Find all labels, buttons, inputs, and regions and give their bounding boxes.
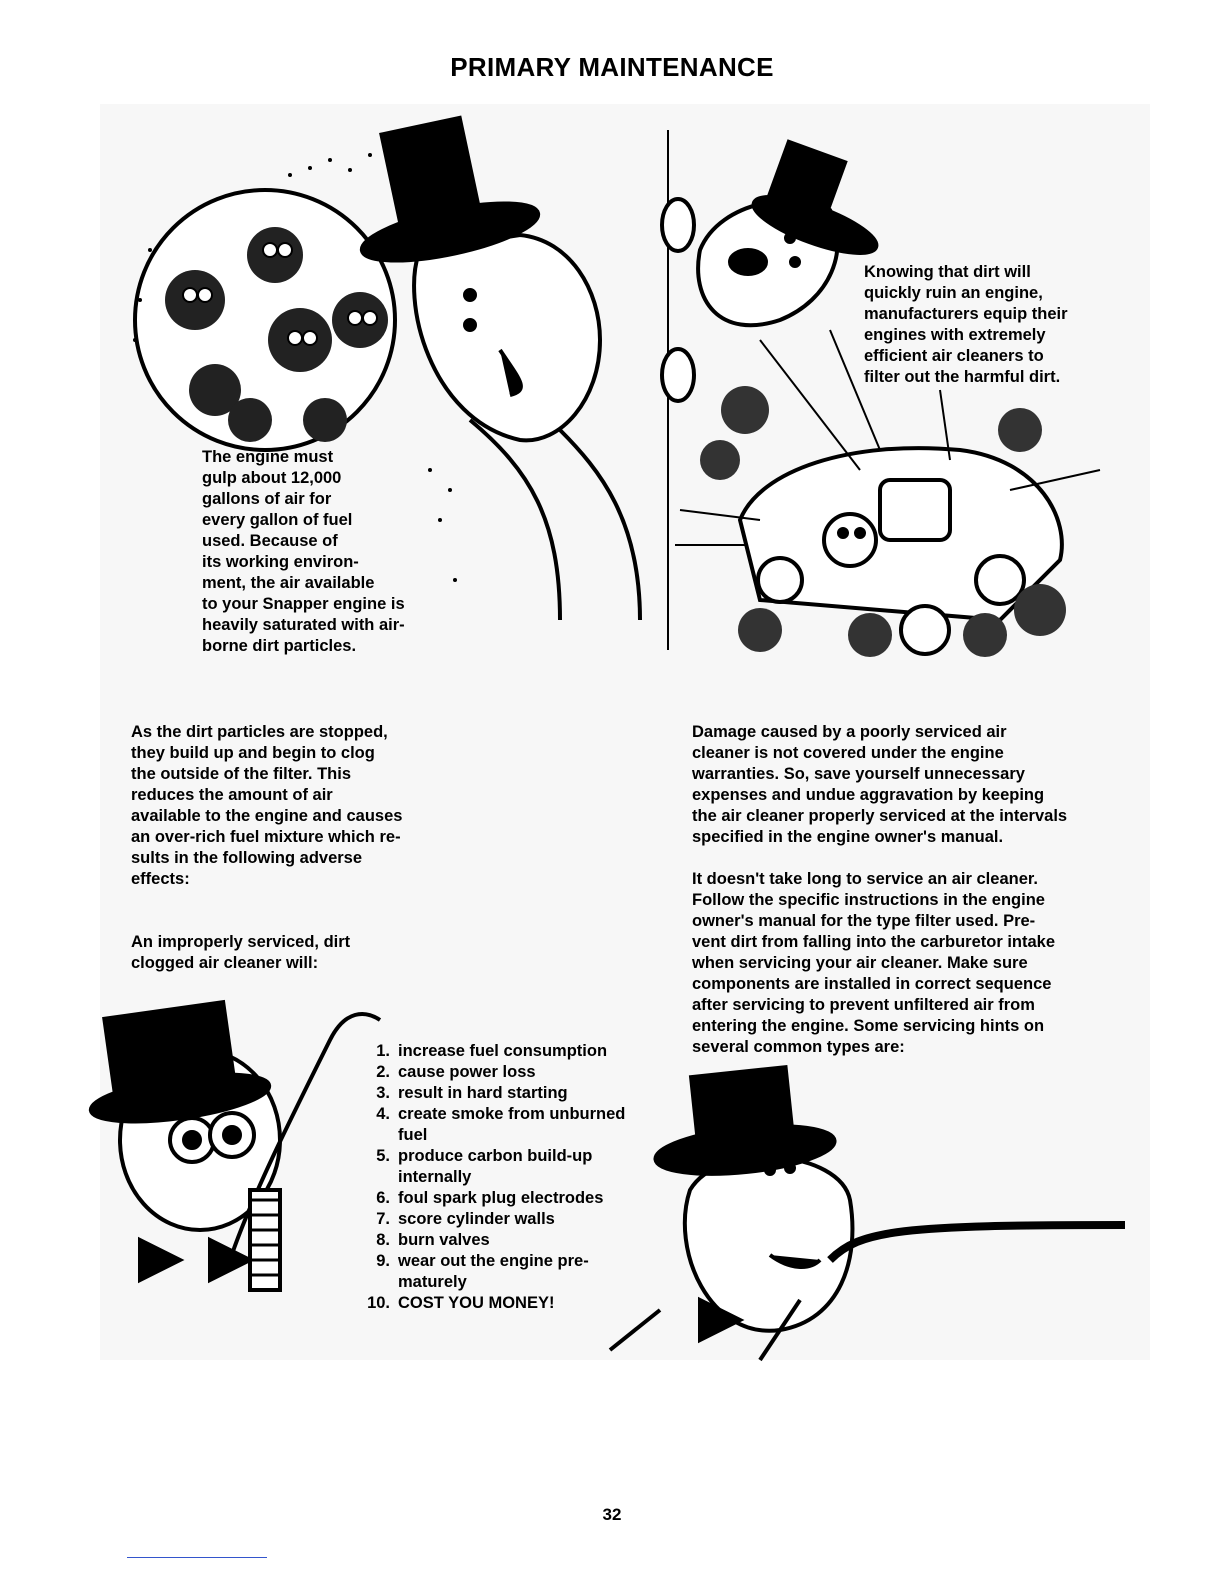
effect-number: 1. [376,1042,390,1060]
text-line: entering the engine. Some servicing hints on [692,1017,1045,1035]
text-line: filter out the harmful dirt. [864,368,1061,386]
effect-text [398,1104,676,1146]
right-paragraph-2 [692,869,1162,1058]
text-line: quickly ruin an engine, [864,284,1043,302]
effect-list-item [356,1293,676,1314]
text-line: the air cleaner properly serviced at the intervals [692,807,1068,825]
effect-number: 7. [376,1210,390,1228]
effect-number: 5. [376,1147,390,1165]
effect-text [398,1083,676,1104]
effect-number: 3. [376,1084,390,1102]
text-line: gallons of air for [202,490,332,508]
effect-text-line: result in hard starting [398,1084,568,1102]
effect-text-line: foul spark plug electrodes [398,1189,604,1207]
text-line: It doesn't take long to service an air cleaner. [692,870,1038,888]
text-line: specified in the engine owner's manual. [692,828,1004,846]
effect-text-line: fuel [398,1126,428,1144]
text-line: Damage caused by a poorly serviced air [692,723,1007,741]
text-line: An improperly serviced, dirt [131,933,351,951]
effect-list-item [356,1209,676,1230]
effect-text [398,1062,676,1083]
text-line: every gallon of fuel [202,511,353,529]
adverse-effects-list [356,1041,676,1314]
text-line: engines with extremely [864,326,1046,344]
text-line: components are installed in correct sequence [692,975,1052,993]
text-line: several common types are: [692,1038,905,1056]
text-line: cleaner is not covered under the engine [692,744,1004,762]
effect-text-line: burn valves [398,1231,490,1249]
intro-right-text [864,262,1154,388]
text-line: available to the engine and causes [131,807,403,825]
text-line: The engine must [202,448,334,466]
text-line: after servicing to prevent unfiltered air from [692,996,1035,1014]
effect-list-item [356,1188,676,1209]
text-line: effects: [131,870,190,888]
page-number: 32 [602,1505,622,1524]
effect-list-item [356,1062,676,1083]
effect-text-line: internally [398,1168,472,1186]
text-line: manufacturers equip their [864,305,1068,323]
text-line: owner's manual for the type filter used. Pre- [692,912,1036,930]
effect-list-item [356,1083,676,1104]
intro-left-text [202,447,462,657]
effect-text-line: maturely [398,1273,467,1291]
effect-list-item [356,1104,676,1146]
effect-text-line: produce carbon build-up [398,1147,593,1165]
text-line: heavily saturated with air- [202,616,405,634]
effect-text-line: cause power loss [398,1063,536,1081]
text-line: borne dirt particles. [202,637,357,655]
effect-text-line: score cylinder walls [398,1210,555,1228]
effect-list-item [356,1230,676,1251]
effect-text [398,1209,676,1230]
text-line: reduces the amount of air [131,786,333,804]
effect-list-item [356,1251,676,1293]
left-paragraph [131,722,531,890]
text-line: Knowing that dirt will [864,263,1031,281]
text-line: Follow the specific instructions in the engine [692,891,1045,909]
effect-number: 9. [376,1252,390,1270]
effect-number: 10. [367,1294,390,1312]
effect-text [398,1146,676,1188]
text-line: expenses and undue aggravation by keeping [692,786,1045,804]
right-paragraph-1 [692,722,1162,848]
effect-list-item [356,1041,676,1062]
effect-text [398,1230,676,1251]
footer-rule [127,1557,267,1558]
effect-text [398,1251,676,1293]
text-line: ment, the air available [202,574,375,592]
page-title: PRIMARY MAINTENANCE [450,52,774,82]
text-line: As the dirt particles are stopped, [131,723,388,741]
list-intro [131,932,471,974]
text-line: they build up and begin to clog [131,744,375,762]
text-line: clogged air cleaner will: [131,954,319,972]
effect-list-item [356,1146,676,1188]
effect-number: 4. [376,1105,390,1123]
effect-text-line: wear out the engine pre- [398,1252,589,1270]
effect-number: 6. [376,1189,390,1207]
effect-text-line: increase fuel consumption [398,1042,608,1060]
text-line: used. Because of [202,532,338,550]
effect-text-line: create smoke from unburned [398,1105,626,1123]
text-line: gulp about 12,000 [202,469,342,487]
text-line: an over-rich fuel mixture which re- [131,828,401,846]
text-line: warranties. So, save yourself unnecessary [692,765,1025,783]
effect-number: 2. [376,1063,390,1081]
effect-text [398,1188,676,1209]
text-line: efficient air cleaners to [864,347,1044,365]
effect-text-line: COST YOU MONEY! [398,1294,555,1312]
text-line: vent dirt from falling into the carburetor intake [692,933,1056,951]
text-line: to your Snapper engine is [202,595,405,613]
text-line: the outside of the filter. This [131,765,352,783]
effect-text [398,1041,676,1062]
effect-text [398,1293,676,1314]
text-line: sults in the following adverse [131,849,363,867]
text-line: when servicing your air cleaner. Make sure [692,954,1028,972]
effect-number: 8. [376,1231,390,1249]
text-line: its working environ- [202,553,359,571]
